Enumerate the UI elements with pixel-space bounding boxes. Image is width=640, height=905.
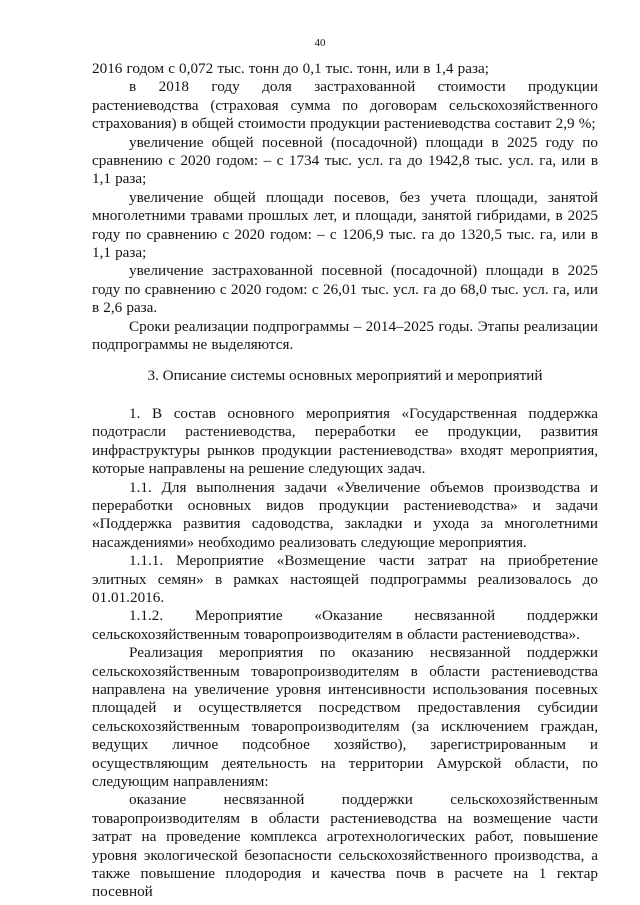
document-body bbox=[92, 60, 598, 902]
section-heading: 3. Описание системы основных мероприятий и мероприятий bbox=[147, 366, 543, 384]
paragraph: 2016 годом с 0,072 тыс. тонн до 0,1 тыс. тонн, или в 1,4 раза; bbox=[92, 60, 489, 77]
paragraph: 1. В состав основного мероприятия «Государственная поддержка подотрасли растениеводства, переработки ее продукции, развития инфраструктуры рынков продукции растениеводства» входят мероприятия, которые направлены на решение следующих задач. bbox=[92, 404, 598, 478]
paragraph: увеличение застрахованной посевной (посадочной) площади в 2025 году по сравнению с 2020 годом: с 26,01 тыс. усл. га до 68,0 тыс. усл. га, или в 2,6 раза. bbox=[92, 262, 598, 317]
paragraph: 1.1.2. Мероприятие «Оказание несвязанной поддержки сельскохозяйственным товаропроизводителям в области растениеводства». bbox=[92, 607, 598, 643]
page-number: 40 bbox=[314, 37, 326, 49]
paragraph: оказание несвязанной поддержки сельскохозяйственным товаропроизводителям в области растениеводства на возмещение части затрат на проведение комплекса агротехнологических работ, повышение уровня экологической безопасности сельскохозяйственного производства, а также повышение плодородия и качества почв в расчете на 1 гектар посевной bbox=[92, 791, 598, 901]
paragraph: 1.1. Для выполнения задачи «Увеличение объемов производства и переработки основных видов продукции растениеводства» и задачи «Поддержка развития садоводства, закладки и ухода за многолетними насаждениями» необходимо реализовать следующие мероприятия. bbox=[92, 478, 598, 551]
paragraph: увеличение общей посевной (посадочной) площади в 2025 году по сравнению с 2020 годом: – с 1734 тыс. усл. га до 1942,8 тыс. усл. га, или в 1,1 раза; bbox=[92, 133, 598, 188]
paragraph: Реализация мероприятия по оказанию несвязанной поддержки сельскохозяйственным товаропроизводителям в области растениеводства направлена на увеличение уровня интенсивности использования посевных площадей и осуществляется посредством предоставления субсидии сельскохозяйственным товаропроизводителям (за исключением граждан, ведущих личное подсобное хозяйство), зарегистрированным и осуществляющим деятельность на территории Амурской области, по следующим направлениям: bbox=[92, 644, 598, 791]
paragraph: в 2018 году доля застрахованной стоимости продукции растениеводства (страховая сумма по договорам сельскохозяйственного страхования) в общей стоимости продукции растениеводства составит 2,9 %; bbox=[92, 78, 598, 133]
paragraph: Сроки реализации подпрограммы – 2014–2025 годы. Этапы реализации подпрограммы не выделяются. bbox=[92, 317, 598, 354]
paragraph: 1.1.1. Мероприятие «Возмещение части затрат на приобретение элитных семян» в рамках настоящей подпрограммы реализовалось до 01.01.2016. bbox=[92, 552, 598, 606]
paragraph: увеличение общей площади посевов, без учета площади, занятой многолетними травами прошлых лет, и площади, занятой гибридами, в 2025 году по сравнению с 2020 годом: – с 1206,9 тыс. га до 1320,5 тыс. га, или в 1,1 раза; bbox=[92, 188, 598, 262]
